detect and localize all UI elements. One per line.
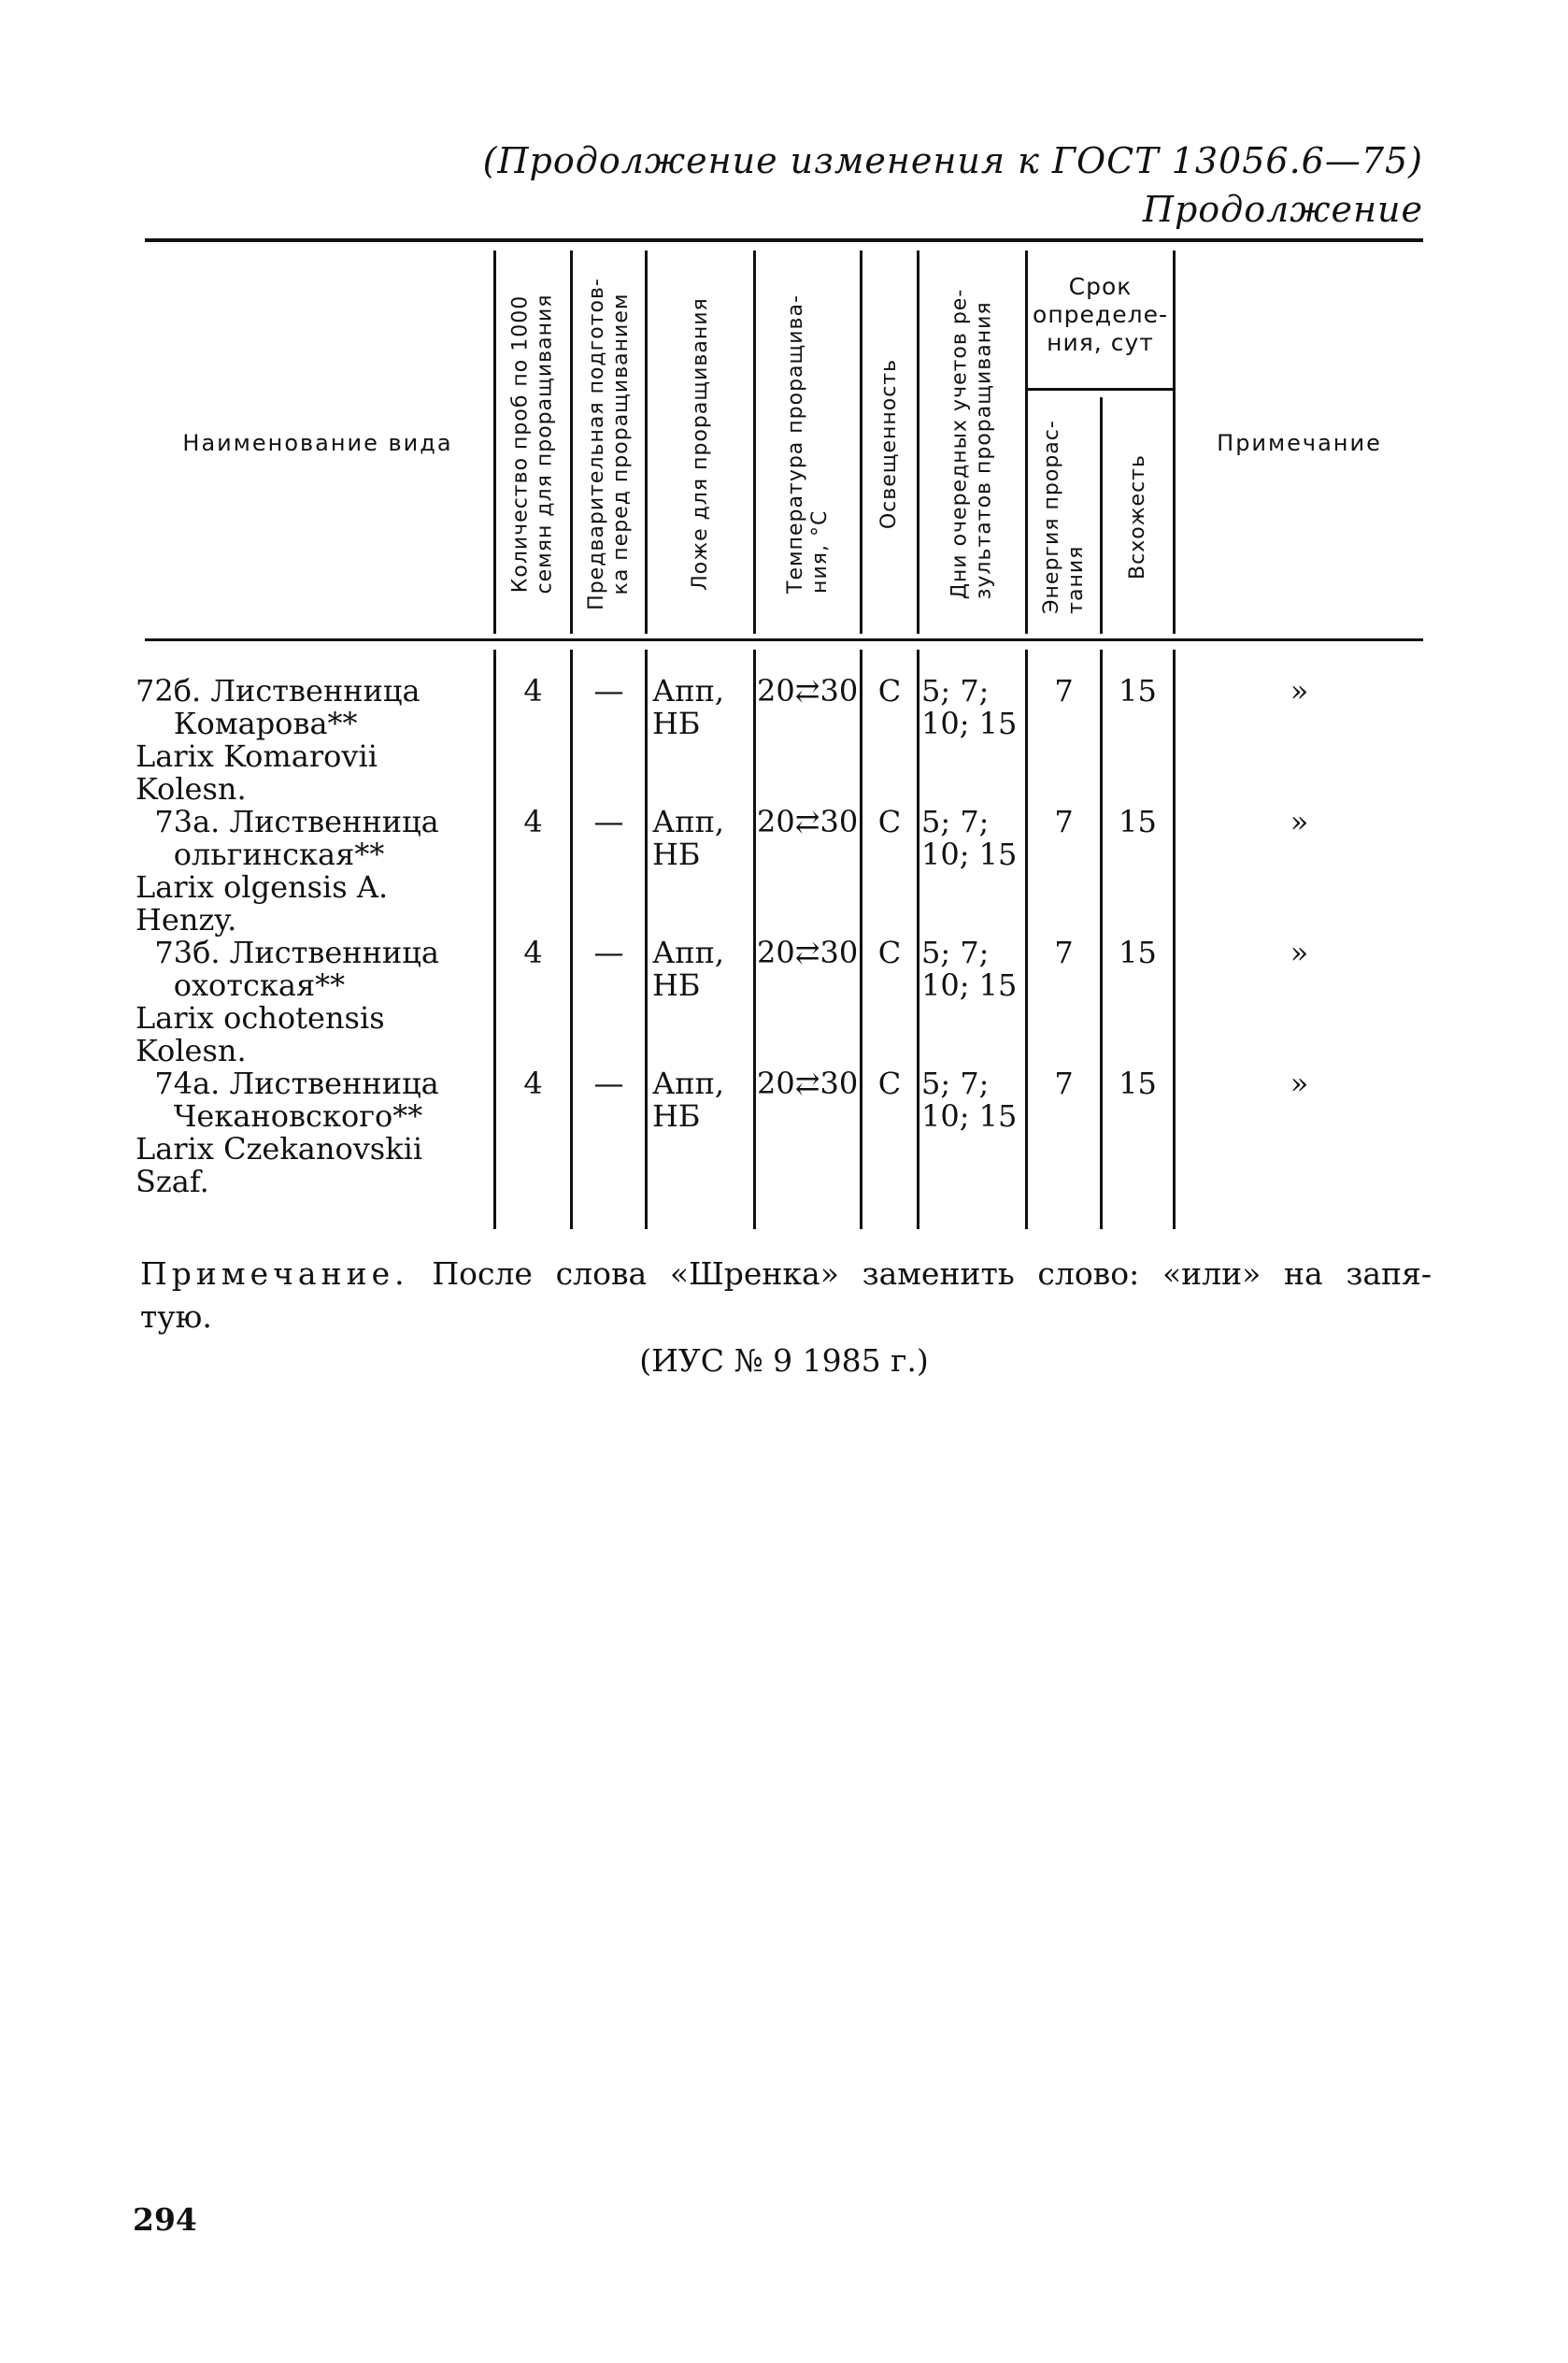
col-header-energy-cell	[1028, 397, 1100, 636]
footnote-label: Примечание.	[140, 1255, 409, 1292]
row-light: С	[877, 673, 902, 709]
col-header-samples: Количество проб по 1000 семян для проращивания	[508, 294, 557, 594]
footnote-continuation: тую.	[140, 1298, 212, 1335]
row-note: »	[1290, 673, 1309, 709]
row-name: 73а. Лиственница ольгинская** Larix olgensis A. Henzy.	[135, 804, 439, 938]
ius-reference: (ИУС № 9 1985 г.)	[639, 1342, 929, 1379]
row-samples: 4	[523, 1066, 543, 1101]
col-header-energy: Энергия прорас- тания	[1039, 419, 1088, 614]
row-energy: 7	[1054, 1066, 1074, 1101]
row-days: 5; 7; 10; 15	[921, 1066, 1018, 1134]
row-note: »	[1290, 804, 1309, 839]
row-note: »	[1290, 935, 1309, 970]
row-bed: Апп, НБ	[652, 804, 725, 872]
row-samples: 4	[523, 804, 543, 839]
row-note: »	[1290, 1066, 1309, 1101]
row-light: С	[877, 935, 902, 970]
col-divider	[645, 650, 648, 1229]
row-light: С	[877, 804, 902, 839]
row-light: С	[877, 1066, 902, 1101]
col-header-term: Срок определе- ния, сут	[1033, 273, 1168, 356]
row-temp: 20⇄30	[757, 935, 859, 970]
col-header-temp-cell	[756, 252, 860, 636]
row-germ: 15	[1119, 935, 1157, 970]
col-header-light: Освещенность	[877, 358, 901, 530]
col-header-samples-cell	[496, 252, 570, 636]
row-germ: 15	[1119, 673, 1157, 709]
row-samples: 4	[523, 935, 543, 970]
row-temp: 20⇄30	[757, 1066, 859, 1101]
row-germ: 15	[1119, 804, 1157, 839]
page-number: 294	[133, 2201, 197, 2238]
row-days: 5; 7; 10; 15	[921, 935, 1018, 1003]
col-divider	[917, 650, 919, 1229]
row-temp: 20⇄30	[757, 804, 859, 839]
row-bed: Апп, НБ	[652, 935, 725, 1003]
header-continuation: (Продолжение изменения к ГОСТ 13056.6—75)	[482, 140, 1423, 181]
row-prep: —	[593, 1066, 624, 1101]
row-temp: 20⇄30	[757, 673, 859, 709]
col-header-germ: Всхожесть	[1125, 453, 1149, 580]
row-prep: —	[593, 935, 624, 970]
col-header-name: Наименование вида	[182, 430, 453, 456]
col-header-light-cell	[862, 252, 917, 636]
row-energy: 7	[1054, 935, 1074, 970]
row-days: 5; 7; 10; 15	[921, 804, 1018, 872]
col-header-days-cell	[919, 252, 1025, 636]
col-divider	[753, 650, 756, 1229]
col-header-bed-cell	[648, 252, 753, 636]
col-header-germ-cell	[1103, 397, 1173, 636]
col-header-prep: Предварительная подготов- ка перед проращиванием	[584, 278, 633, 610]
row-name: 73б. Лиственница охотская** Larix ochotensis Kolesn.	[135, 935, 439, 1068]
col-header-prep-cell	[573, 252, 645, 636]
footnote	[140, 1253, 1432, 1296]
row-name: 72б. Лиственница Комарова** Larix Komarovii Kolesn.	[135, 673, 421, 807]
row-energy: 7	[1054, 673, 1074, 709]
srok-subheader-rule	[1025, 388, 1173, 391]
col-header-temp: Температура проращива- ния, °С	[783, 294, 832, 594]
row-name: 74а. Лиственница Чекановского** Larix Czekanovskii Szaf.	[135, 1066, 439, 1199]
footnote-text: После слова «Шренка» заменить слово: «или» на запя-	[432, 1255, 1432, 1292]
col-header-bed: Ложе для проращивания	[688, 297, 712, 591]
row-days: 5; 7; 10; 15	[921, 673, 1018, 741]
table-top-rule	[145, 238, 1423, 242]
row-prep: —	[593, 673, 624, 709]
col-header-note: Примечание	[1217, 430, 1382, 456]
row-prep: —	[593, 804, 624, 839]
row-samples: 4	[523, 673, 543, 709]
row-energy: 7	[1054, 804, 1074, 839]
row-germ: 15	[1119, 1066, 1157, 1101]
row-bed: Апп, НБ	[652, 673, 725, 741]
header-bottom-rule	[145, 638, 1423, 641]
col-header-days: Дни очередных учетов ре- зультатов проращивания	[948, 288, 996, 600]
row-bed: Апп, НБ	[652, 1066, 725, 1134]
header-continued: Продолжение	[1142, 189, 1423, 230]
